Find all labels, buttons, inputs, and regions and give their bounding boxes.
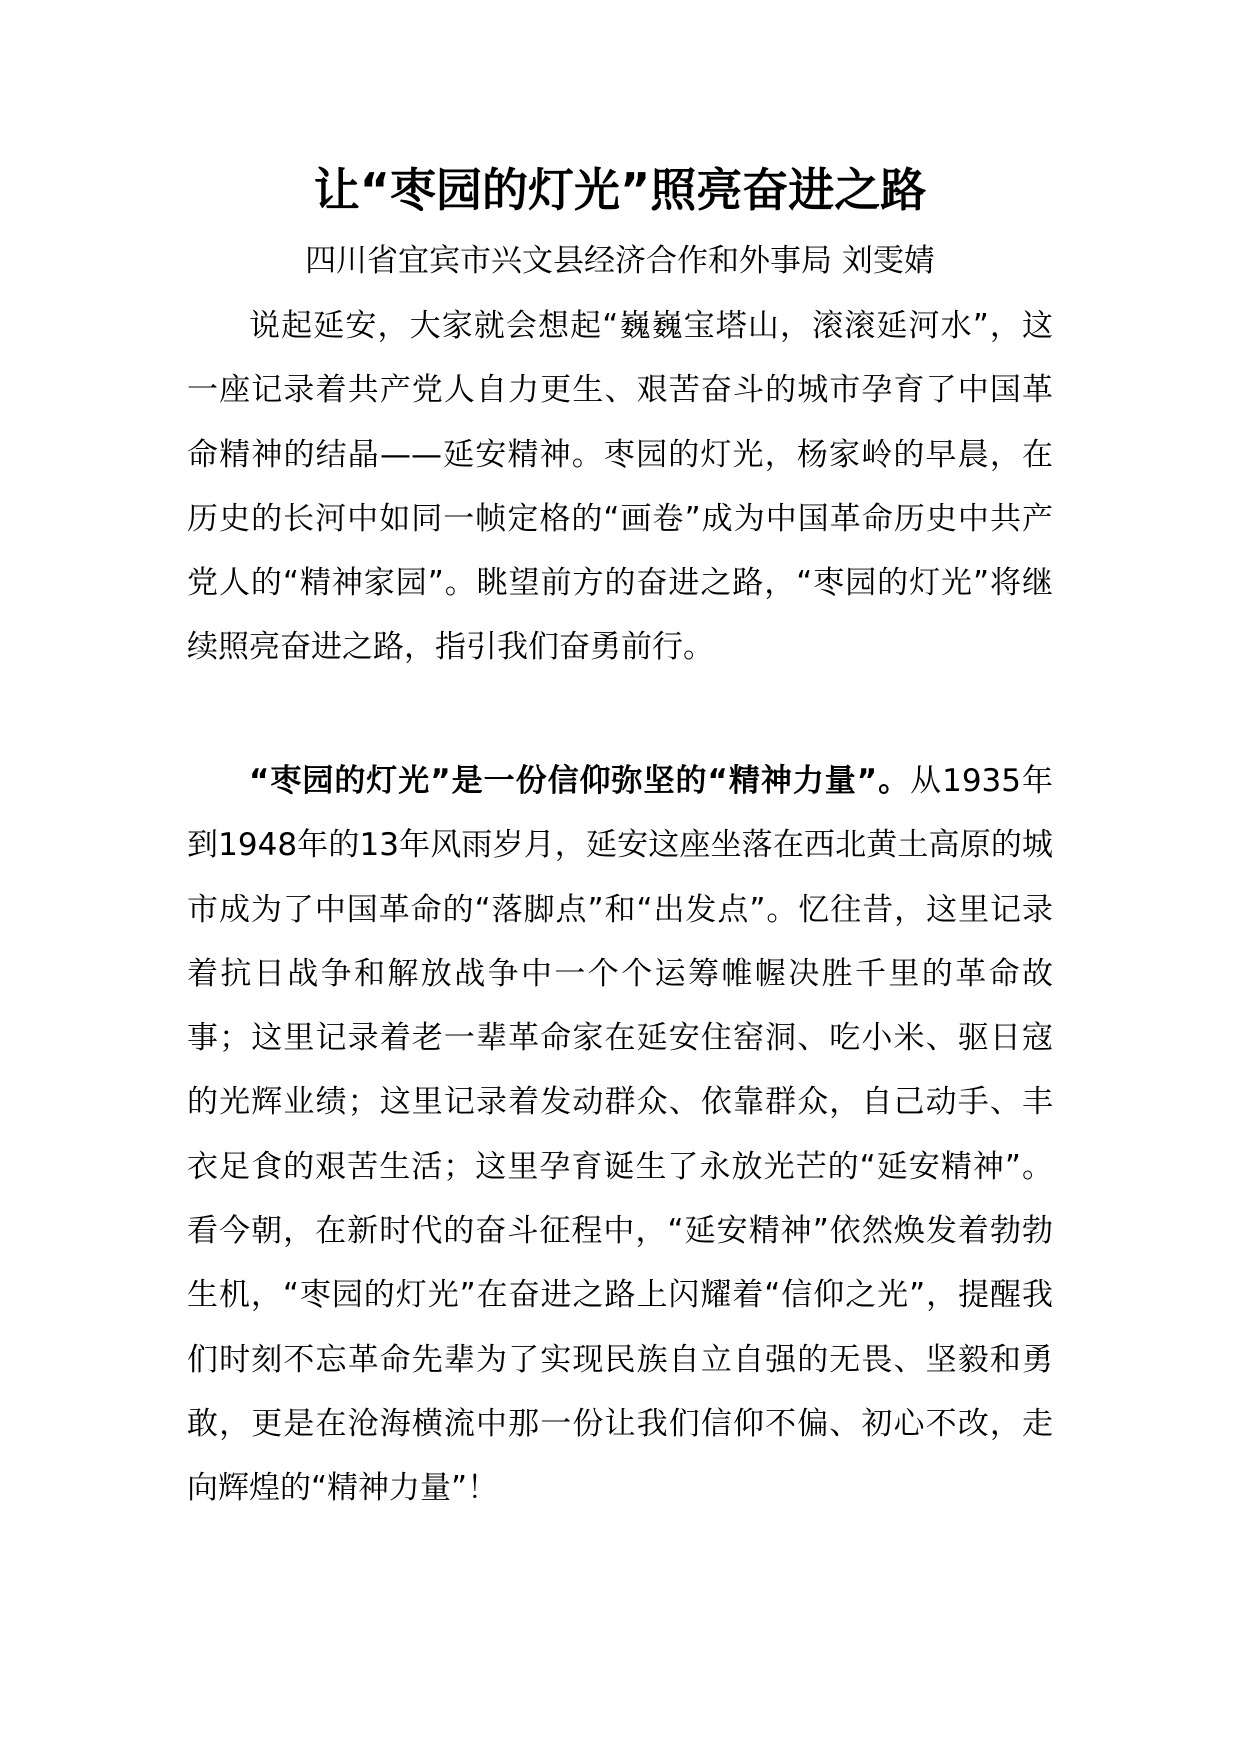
paragraph-1: 说起延安，大家就会想起“巍巍宝塔山，滚滚延河水”，这一座记录着共产党人自力更生、艰苦奋斗的城市孕育了中国革命精神的结晶——延安精神。枣园的灯光，杨家岭的早晨，在历史的长河中如同一帧定格的“画卷”成为中国革命历史中共产党人的“精神家园”。眺望前方的奋进之路，“枣园的灯光”将继续照亮奋进之路，指引我们奋勇前行。 bbox=[187, 308, 1053, 666]
author-line: 四川省宜宾市兴文县经济合作和外事局 刘雯婧 bbox=[305, 243, 935, 279]
document-title: 让“枣园的灯光”照亮奋进之路 bbox=[313, 163, 927, 217]
paragraph-2-body: 从1935年到1948年的13年风雨岁月，延安这座坐落在西北黄土高原的城市成为了中国革命的“落脚点”和“出发点”。忆往昔，这里记录着抗日战争和解放战争中一个个运筹帷幄决胜千里的革命故事；这里记录着老一辈革命家在延安住窑洞、吃小米、驱日寇的光辉业绩；这里记录着发动群众、依靠群众，自己动手、丰衣足食的艰苦生活；这里孕育诞生了永放光芒的“延安精神”。看今朝，在新时代的奋斗征程中，“延安精神”依然焕发着勃勃生机，“枣园的灯光”在奋进之路上闪耀着“信仰之光”，提醒我们时刻不忘革命先辈为了实现民族自立自强的无畏、坚毅和勇敢，更是在沧海横流中那一份让我们信仰不偏、初心不改，走向辉煌的“精神力量”！ bbox=[187, 763, 1053, 1507]
paragraph-2-lead: “枣园的灯光”是一份信仰弥坚的“精神力量”。 bbox=[249, 763, 911, 799]
paragraph-2 bbox=[187, 749, 1053, 1521]
